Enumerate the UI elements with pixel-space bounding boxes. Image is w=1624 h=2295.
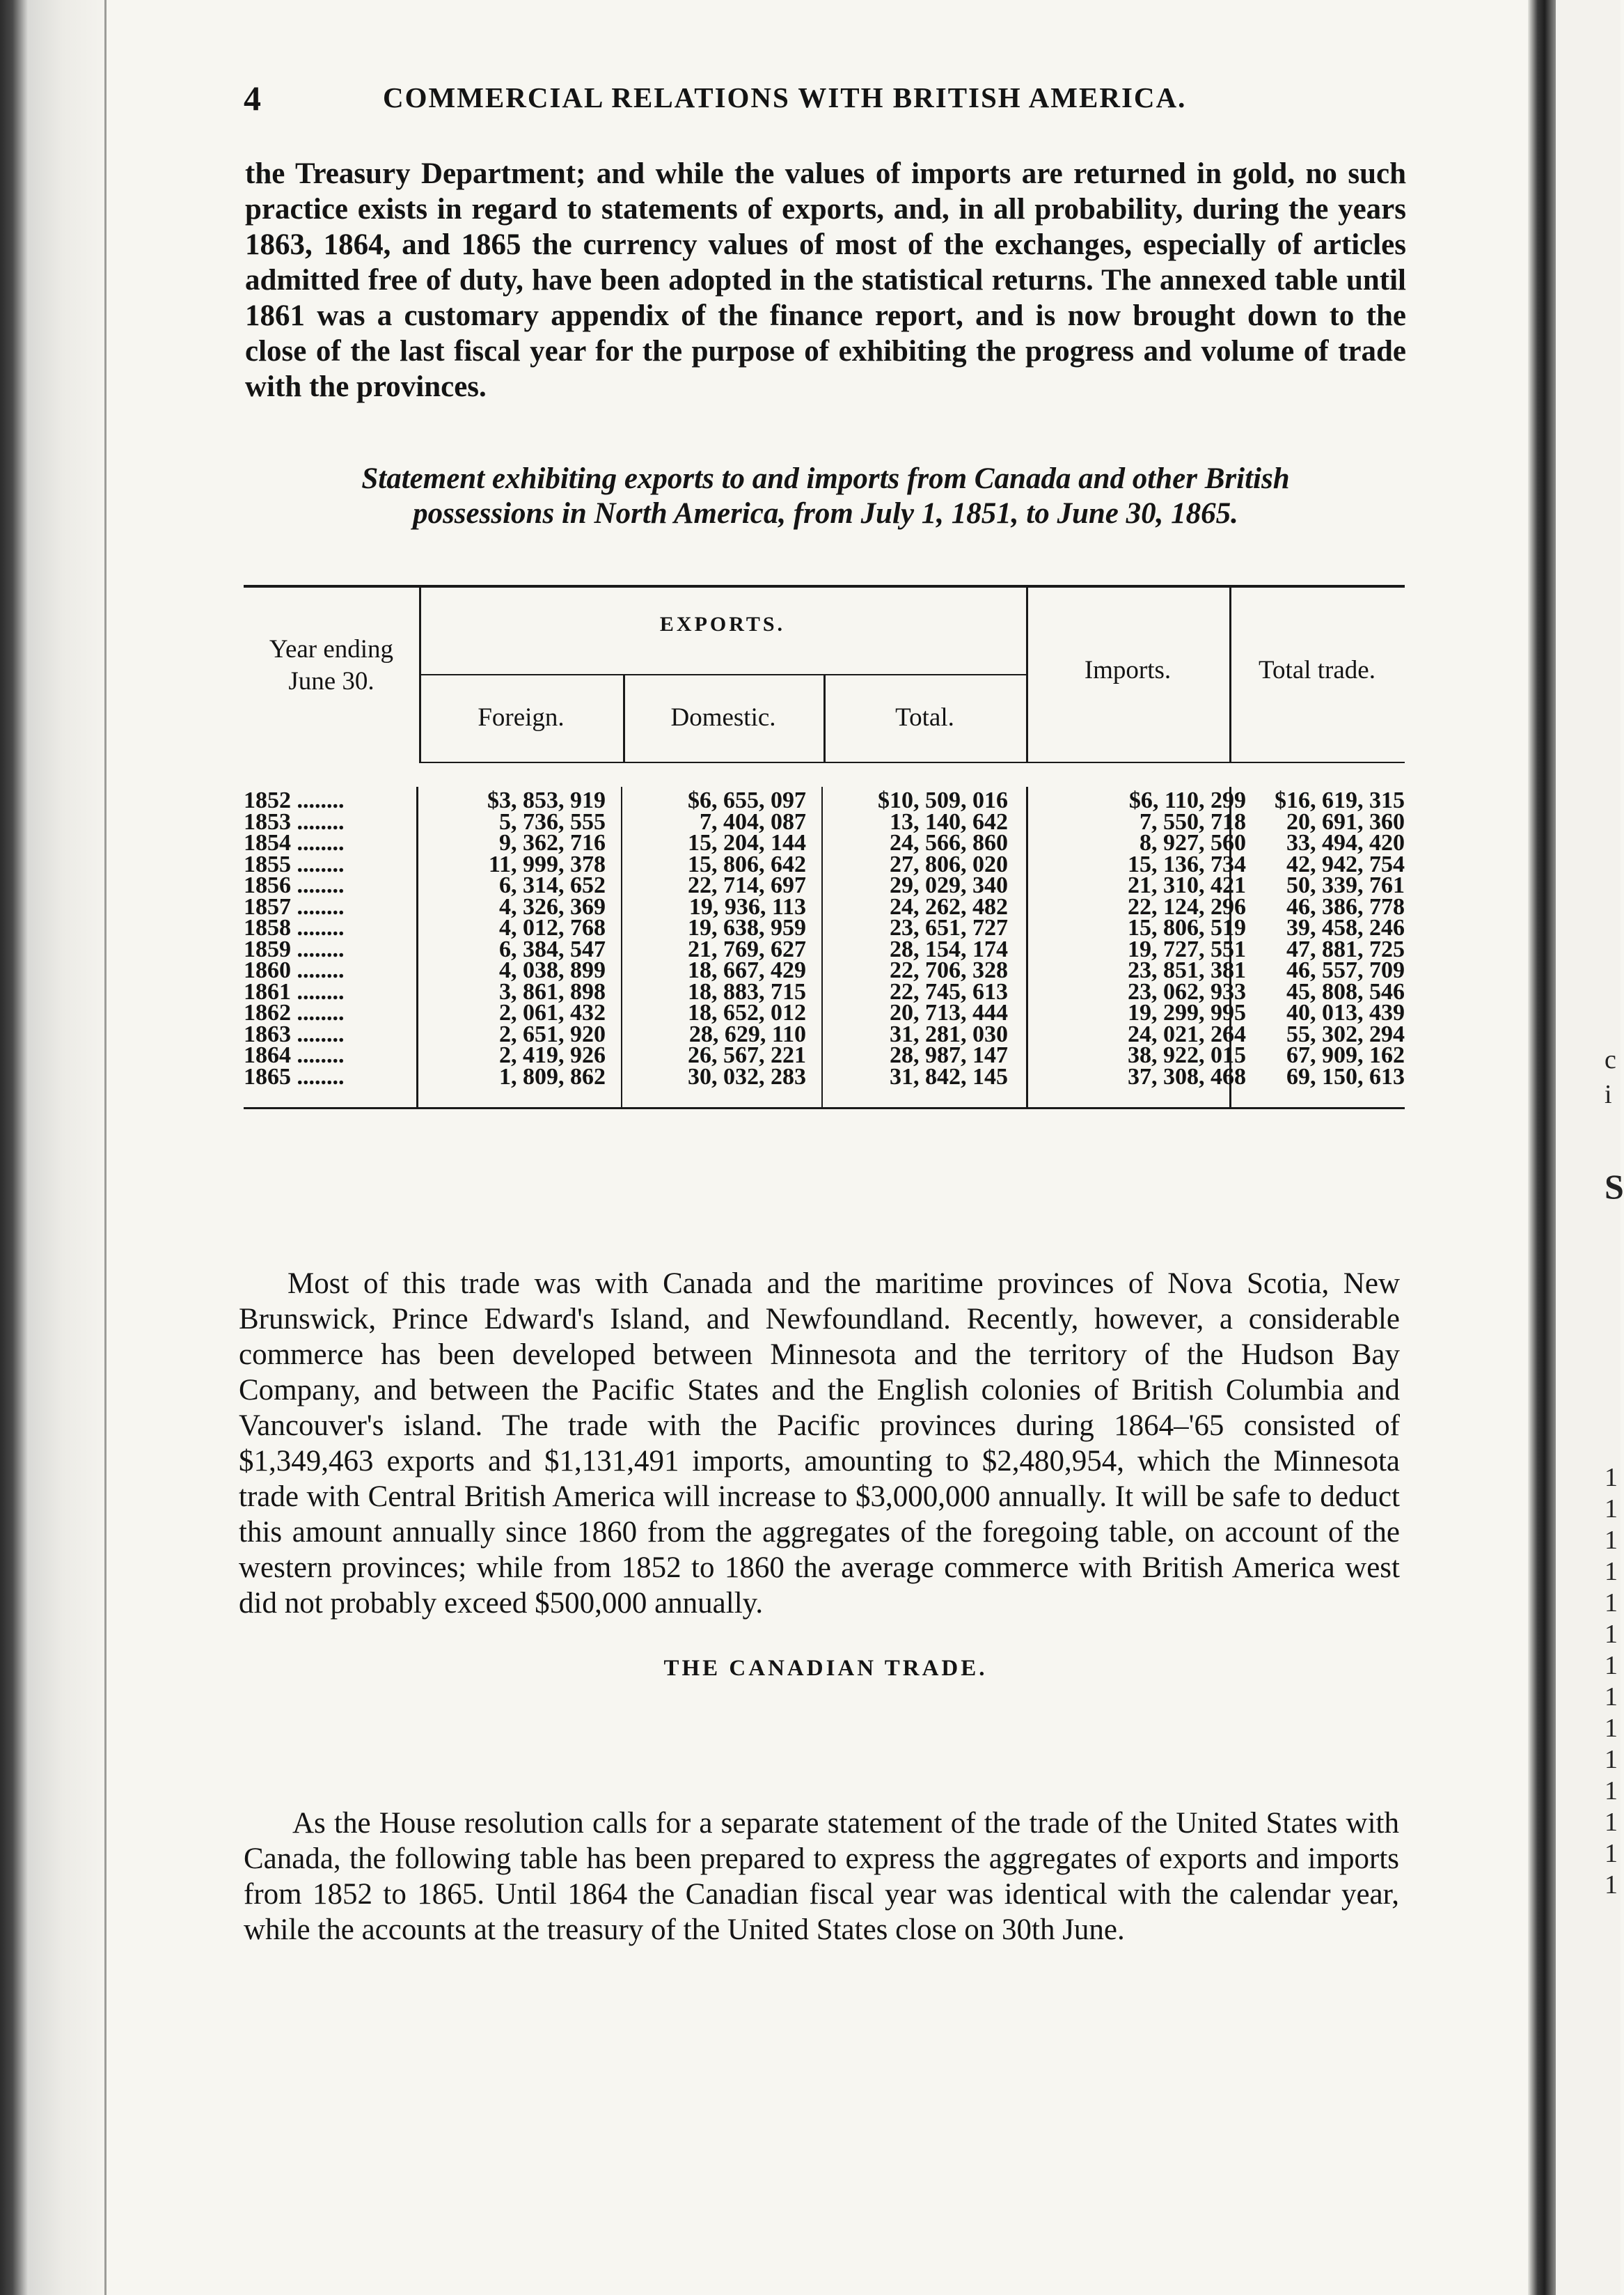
row-total-cell: 13, 140, 642 — [890, 808, 1008, 835]
row-total-cell: 31, 281, 030 — [890, 1021, 1008, 1047]
row-total-trade-cell: 47, 881, 725 — [1286, 936, 1405, 962]
table-caption-line-2: possessions in North America, from July 1, 1851, to June 30, 1865. — [413, 497, 1238, 530]
adjacent-page-fragment: 1 — [1605, 1745, 1618, 1774]
table-row — [244, 872, 1405, 898]
exports-group-rule — [419, 674, 1026, 675]
canadian-trade-paragraph-text: As the House resolution calls for a separate statement of the trade of the United States with Canada, the following table has been prepared to express the aggregates of exports and imports from 1852 to 1865. Until 1864 the Canadian fiscal year was identical with the calendar year, while the accounts at the treasury of the United States close on 30th June. — [244, 1807, 1399, 1946]
exports-group-header: EXPORTS. — [659, 613, 786, 636]
row-total-trade-cell: 40, 013, 439 — [1286, 1000, 1405, 1026]
row-imports-cell: 21, 310, 421 — [1128, 872, 1246, 898]
row-year-cell: 1865 ........ — [244, 1063, 345, 1090]
row-total-trade-cell: 67, 909, 162 — [1286, 1042, 1405, 1068]
adjacent-page-fragment: c — [1605, 1045, 1616, 1074]
intro-paragraph-text: the Treasury Department; and while the values of imports are returned in gold, no such practice exists in regard to statements of exports, and, in all probability, during the years 1863, 1864, and 1865 the currency values of most of the exchanges, especially of articles admitted free of duty, have been adopted in the statistical returns. The annexed table until 1861 was a customary appendix of the finance report, and is now brought down to the close of the last fiscal year for the purpose of exhibiting the progress and volume of trade with the provinces. — [245, 157, 1406, 403]
row-total-cell: 22, 706, 328 — [890, 957, 1008, 983]
adjacent-page-fragment: 1 — [1605, 1588, 1618, 1618]
table-caption — [245, 462, 1406, 531]
row-total-cell: 29, 029, 340 — [890, 872, 1008, 898]
row-total-cell: 20, 713, 444 — [890, 1000, 1008, 1026]
adjacent-page-fragment: S — [1605, 1167, 1624, 1206]
row-total-trade-cell: 39, 458, 246 — [1286, 915, 1405, 941]
trade-table — [244, 585, 1405, 1225]
row-total-trade-cell: 55, 302, 294 — [1286, 1021, 1405, 1047]
row-total-cell: 22, 745, 613 — [890, 978, 1008, 1005]
row-imports-cell: 15, 136, 734 — [1128, 851, 1246, 877]
scan-margin-line — [104, 0, 107, 2295]
row-year-cell: 1852 ........ — [244, 788, 345, 813]
row-year-cell: 1860 ........ — [244, 957, 345, 983]
adjacent-page-fragment: 1 — [1605, 1839, 1618, 1868]
row-imports-cell: 37, 308, 468 — [1128, 1063, 1246, 1090]
row-year-cell: 1855 ........ — [244, 851, 345, 877]
row-total-trade-cell: 42, 942, 754 — [1286, 851, 1405, 877]
row-foreign-cell: $3, 853, 919 — [487, 788, 606, 813]
row-year-cell: 1864 ........ — [244, 1042, 345, 1068]
row-year-cell: 1857 ........ — [244, 893, 345, 920]
row-foreign-cell: 4, 326, 369 — [499, 893, 606, 920]
row-domestic-cell: 30, 032, 283 — [688, 1063, 806, 1090]
adjacent-page-fragment: 1 — [1605, 1808, 1618, 1837]
year-header-line-1: Year ending — [269, 635, 394, 664]
row-total-trade-cell: 50, 339, 761 — [1286, 872, 1405, 898]
row-domestic-cell: 18, 652, 012 — [688, 1000, 806, 1026]
row-year-cell: 1859 ........ — [244, 936, 345, 962]
adjacent-page-fragment: i — [1605, 1080, 1612, 1109]
row-total-trade-cell: 46, 557, 709 — [1286, 957, 1405, 983]
row-domestic-cell: 18, 883, 715 — [688, 978, 806, 1005]
row-imports-cell: 22, 124, 296 — [1128, 893, 1246, 920]
row-foreign-cell: 11, 999, 378 — [488, 851, 606, 877]
row-year-cell: 1853 ........ — [244, 808, 345, 835]
table-row — [244, 1042, 1405, 1068]
table-row — [244, 790, 1405, 812]
scan-left-edge — [0, 0, 104, 2295]
row-imports-cell: 19, 727, 551 — [1128, 936, 1246, 962]
row-foreign-cell: 2, 419, 926 — [499, 1042, 606, 1068]
table-body — [244, 790, 1405, 1088]
row-total-cell: 24, 566, 860 — [890, 830, 1008, 856]
row-foreign-cell: 1, 809, 862 — [499, 1063, 606, 1090]
row-year-cell: 1856 ........ — [244, 872, 345, 898]
canadian-trade-paragraph — [244, 1806, 1399, 1948]
row-foreign-cell: 4, 012, 768 — [499, 915, 606, 941]
page-number: 4 — [244, 79, 261, 118]
row-total-trade-cell: 45, 808, 546 — [1286, 978, 1405, 1005]
row-total-trade-cell: 69, 150, 613 — [1286, 1063, 1405, 1090]
row-total-cell: 28, 987, 147 — [890, 1042, 1008, 1068]
row-imports-cell: 7, 550, 718 — [1140, 808, 1246, 835]
row-domestic-cell: 28, 629, 110 — [688, 1021, 806, 1047]
trade-paragraph-text: Most of this trade was with Canada and the maritime provinces of Nova Scotia, New Brunswick, Prince Edward's Island, and Newfoundland. Recently, however, a considerable commerce has been developed between Minnesota and the territory of the Hudson Bay Company, and between the Pacific States and the English colonies of British Columbia and Vancouver's island. The trade with the Pacific provinces during 1864–'65 consisted of $1,349,463 exports and $1,131,491 imports, amounting to $2,480,954, which the Minnesota trade with Central British America will increase to $3,000,000 annually. It will be safe to deduct this amount annually since 1860 from the aggregates of the foregoing table, on account of the western provinces; while from 1852 to 1860 the average commerce with British America west did not probably exceed $500,000 annually. — [239, 1267, 1400, 1620]
row-year-cell: 1854 ........ — [244, 830, 345, 856]
row-domestic-cell: 22, 714, 697 — [688, 872, 806, 898]
trade-paragraph — [239, 1266, 1400, 1621]
header-bottom-rule — [419, 762, 1405, 763]
row-domestic-cell: 19, 638, 959 — [688, 915, 806, 941]
row-foreign-cell: 2, 651, 920 — [499, 1021, 606, 1047]
row-year-cell: 1858 ........ — [244, 915, 345, 941]
adjacent-page-fragment: 1 — [1605, 1651, 1618, 1680]
row-imports-cell: $6, 110, 299 — [1128, 788, 1246, 813]
row-foreign-cell: 3, 861, 898 — [499, 978, 606, 1005]
row-total-cell: $10, 509, 016 — [878, 788, 1008, 813]
row-foreign-cell: 6, 314, 652 — [499, 872, 606, 898]
intro-paragraph — [245, 156, 1406, 405]
adjacent-page-fragment: 1 — [1605, 1526, 1618, 1555]
row-total-trade-cell: $16, 619, 315 — [1275, 788, 1405, 813]
row-domestic-cell: $6, 655, 097 — [688, 788, 806, 813]
table-row — [244, 957, 1405, 983]
row-imports-cell: 24, 021, 264 — [1128, 1021, 1246, 1047]
year-column-header — [244, 634, 419, 698]
row-total-cell: 24, 262, 482 — [890, 893, 1008, 920]
adjacent-page-fragment: 1 — [1605, 1463, 1618, 1492]
row-total-trade-cell: 20, 691, 360 — [1286, 808, 1405, 835]
total-column-header: Total. — [895, 703, 954, 732]
section-heading: THE CANADIAN TRADE. — [663, 1656, 988, 1681]
row-imports-cell: 15, 806, 519 — [1128, 915, 1246, 941]
row-year-cell: 1863 ........ — [244, 1021, 345, 1047]
adjacent-page-fragment: 1 — [1605, 1557, 1618, 1586]
adjacent-page-fragment: 1 — [1605, 1494, 1618, 1524]
adjacent-page-fragment: 1 — [1605, 1682, 1618, 1712]
row-imports-cell: 8, 927, 560 — [1140, 830, 1246, 856]
row-total-cell: 28, 154, 174 — [890, 936, 1008, 962]
row-foreign-cell: 9, 362, 716 — [499, 830, 606, 856]
row-foreign-cell: 5, 736, 555 — [499, 808, 606, 835]
row-foreign-cell: 6, 384, 547 — [499, 936, 606, 962]
row-total-trade-cell: 46, 386, 778 — [1286, 893, 1405, 920]
running-head: COMMERCIAL RELATIONS WITH BRITISH AMERICA. — [383, 81, 1187, 113]
row-foreign-cell: 2, 061, 432 — [499, 1000, 606, 1026]
row-imports-cell: 38, 922, 015 — [1128, 1042, 1246, 1068]
row-total-cell: 27, 806, 020 — [890, 851, 1008, 877]
table-row — [244, 1063, 1405, 1090]
row-domestic-cell: 18, 667, 429 — [688, 957, 806, 983]
row-total-cell: 31, 842, 145 — [890, 1063, 1008, 1090]
row-imports-cell: 23, 851, 381 — [1128, 957, 1246, 983]
imports-column-header: Imports. — [1084, 656, 1172, 684]
adjacent-page-fragment: 1 — [1605, 1776, 1618, 1806]
table-row — [244, 1000, 1405, 1026]
table-row — [244, 915, 1405, 941]
row-imports-cell: 19, 299, 995 — [1128, 1000, 1246, 1026]
row-total-trade-cell: 33, 494, 420 — [1286, 830, 1405, 856]
adjacent-page-fragment: 1 — [1605, 1620, 1618, 1649]
row-domestic-cell: 26, 567, 221 — [688, 1042, 806, 1068]
row-domestic-cell: 7, 404, 087 — [700, 808, 806, 835]
year-header-line-2: June 30. — [288, 667, 375, 696]
row-domestic-cell: 15, 204, 144 — [688, 830, 806, 856]
page-header — [244, 78, 1413, 127]
table-bottom-rule — [244, 1107, 1405, 1109]
row-domestic-cell: 21, 769, 627 — [688, 936, 806, 962]
adjacent-page-fragment: 1 — [1605, 1714, 1618, 1743]
row-year-cell: 1862 ........ — [244, 1000, 345, 1026]
table-row — [244, 830, 1405, 856]
domestic-column-header: Domestic. — [670, 703, 776, 732]
total-trade-column-header: Total trade. — [1259, 656, 1375, 684]
row-imports-cell: 23, 062, 933 — [1128, 978, 1246, 1005]
table-caption-line-1: Statement exhibiting exports to and imports from Canada and other British — [361, 462, 1290, 495]
row-domestic-cell: 15, 806, 642 — [688, 851, 806, 877]
row-foreign-cell: 4, 038, 899 — [499, 957, 606, 983]
row-total-cell: 23, 651, 727 — [890, 915, 1008, 941]
row-year-cell: 1861 ........ — [244, 978, 345, 1005]
book-gutter — [1528, 0, 1556, 2295]
adjacent-page-fragment: 1 — [1605, 1870, 1618, 1900]
row-domestic-cell: 19, 936, 113 — [688, 893, 806, 920]
foreign-column-header: Foreign. — [478, 703, 565, 732]
adjacent-page-strip — [1556, 0, 1624, 2295]
